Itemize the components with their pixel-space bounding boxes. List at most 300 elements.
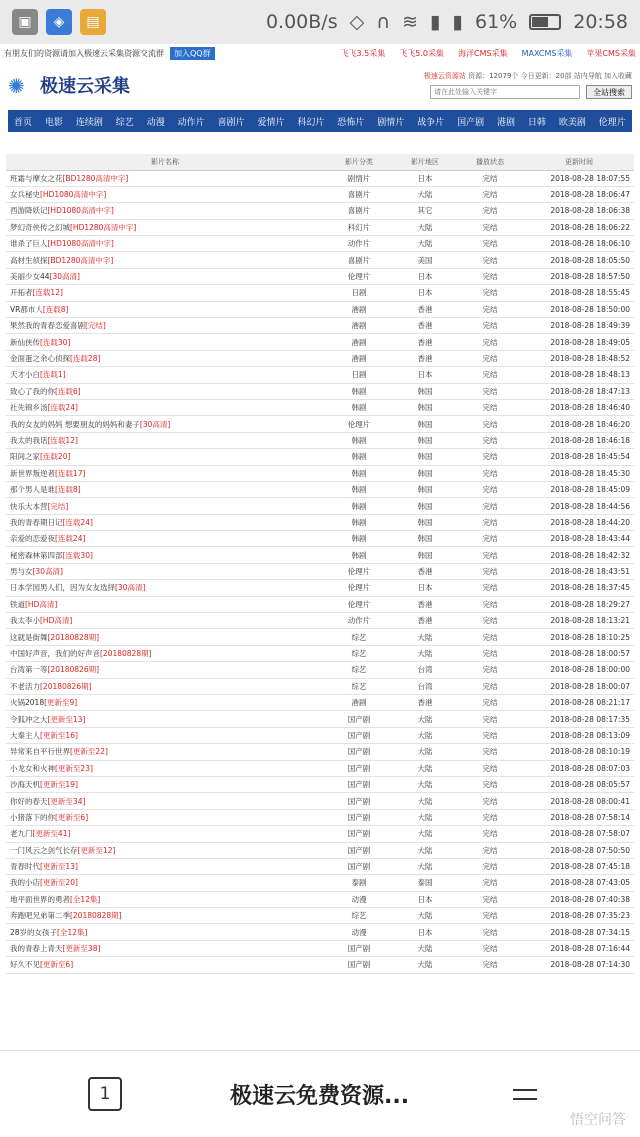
- episode-tag: [30高清]: [49, 272, 80, 282]
- table-row[interactable]: [6, 793, 634, 809]
- search-input[interactable]: [430, 85, 580, 99]
- table-row[interactable]: [6, 711, 634, 727]
- table-row[interactable]: [6, 744, 634, 760]
- column-header: 影片地区: [394, 154, 456, 170]
- status-cell: 完结: [456, 858, 524, 874]
- video-title-link[interactable]: 秘密森林第四部: [10, 550, 63, 560]
- video-title-link[interactable]: 梦幻奇侠传之幻城: [10, 222, 70, 232]
- region-cell: 韩国: [394, 449, 456, 465]
- video-title-link[interactable]: 那个男人是谁: [10, 485, 55, 495]
- title-cell[interactable]: [6, 383, 324, 399]
- category-cell: 伦理片: [324, 268, 394, 284]
- video-title-link[interactable]: 你好的春天: [10, 796, 48, 806]
- date-cell: 2018-08-28 08:00:41: [524, 793, 634, 809]
- episode-tag: [更新至6]: [55, 812, 89, 822]
- status-cell: 完结: [456, 203, 524, 219]
- nav-item[interactable]: 国产剧: [457, 117, 485, 128]
- video-title-link[interactable]: 大秦主人: [10, 730, 40, 740]
- title-cell[interactable]: [6, 875, 324, 891]
- site-logo[interactable]: [8, 72, 130, 98]
- table-row[interactable]: [6, 957, 634, 973]
- table-row[interactable]: [6, 940, 634, 956]
- video-title-link[interactable]: 天才小白: [10, 370, 40, 380]
- category-cell: 综艺: [324, 629, 394, 645]
- status-cell: 完结: [456, 481, 524, 497]
- nav-item[interactable]: 动漫: [146, 117, 165, 128]
- title-cell[interactable]: [6, 908, 324, 924]
- video-title-link[interactable]: 新仙侠传: [10, 337, 40, 347]
- date-cell: 2018-08-28 18:00:00: [524, 662, 634, 678]
- date-cell: 2018-08-28 18:45:54: [524, 449, 634, 465]
- video-title-link[interactable]: 女兵秘史: [10, 190, 40, 200]
- table-row[interactable]: [6, 563, 634, 579]
- title-cell[interactable]: [6, 727, 324, 743]
- date-cell: 2018-08-28 07:58:14: [524, 809, 634, 825]
- episode-tag: [BD1280高清中字]: [62, 173, 129, 183]
- category-cell: 国产剧: [324, 858, 394, 874]
- video-title-link[interactable]: 28岁的女孩子: [10, 927, 58, 937]
- video-title-link[interactable]: 快乐大本营: [10, 501, 48, 511]
- category-cell: 港剧: [324, 334, 394, 350]
- region-cell: 美国: [394, 252, 456, 268]
- video-title-link[interactable]: 我太李小: [10, 616, 40, 626]
- category-cell: 国产剧: [324, 793, 394, 809]
- status-cell: 完结: [456, 908, 524, 924]
- title-cell[interactable]: [6, 596, 324, 612]
- status-cell: 完结: [456, 695, 524, 711]
- top-link[interactable]: 飞飞5.0采集: [399, 48, 444, 58]
- title-cell[interactable]: [6, 547, 324, 563]
- status-cell: 完结: [456, 416, 524, 432]
- video-title-link[interactable]: 小猪落下的你: [10, 812, 55, 822]
- date-cell: 2018-08-28 18:49:39: [524, 318, 634, 334]
- table-row[interactable]: [6, 662, 634, 678]
- title-cell[interactable]: [6, 186, 324, 202]
- table-row[interactable]: [6, 891, 634, 907]
- episode-tag: [全12集]: [70, 894, 101, 904]
- table-row[interactable]: [6, 170, 634, 186]
- title-cell[interactable]: [6, 580, 324, 596]
- date-cell: 2018-08-28 18:37:45: [524, 580, 634, 596]
- video-title-link[interactable]: 阳间之家: [10, 452, 40, 462]
- region-cell: 台湾: [394, 662, 456, 678]
- signal-icon: ▮: [430, 11, 441, 33]
- table-row[interactable]: [6, 268, 634, 284]
- video-title-link[interactable]: 中国好声音，我们的好声音: [10, 649, 100, 659]
- table-row[interactable]: [6, 236, 634, 252]
- nav-item[interactable]: 战争片: [417, 117, 445, 128]
- table-row[interactable]: [6, 645, 634, 661]
- data-saver-icon: ◇: [349, 11, 365, 33]
- nav-item[interactable]: 首页: [14, 117, 33, 128]
- video-title-link[interactable]: 老九门: [10, 829, 33, 839]
- video-title-link[interactable]: 我的青春期日记: [10, 517, 63, 527]
- title-cell[interactable]: [6, 531, 324, 547]
- nav-item[interactable]: 科幻片: [297, 117, 325, 128]
- title-cell[interactable]: [6, 219, 324, 235]
- status-bar: [0, 0, 640, 44]
- menu-icon[interactable]: [513, 1089, 537, 1100]
- join-qq-button[interactable]: 加入QQ群: [170, 47, 215, 60]
- title-cell[interactable]: [6, 760, 324, 776]
- date-cell: 2018-08-28 18:42:32: [524, 547, 634, 563]
- main-nav: [8, 110, 632, 132]
- video-title-link[interactable]: 高材生侦探: [10, 255, 48, 265]
- status-cell: 完结: [456, 170, 524, 186]
- video-title-link[interactable]: 台湾第一等: [10, 665, 48, 675]
- title-cell[interactable]: [6, 891, 324, 907]
- table-row[interactable]: [6, 596, 634, 612]
- episode-tag: [20180826期]: [40, 681, 92, 691]
- battery-icon: [529, 14, 561, 30]
- title-cell[interactable]: [6, 367, 324, 383]
- date-cell: 2018-08-28 18:49:05: [524, 334, 634, 350]
- title-cell[interactable]: [6, 563, 324, 579]
- episode-tag: [更新至19]: [40, 780, 78, 790]
- table-row[interactable]: [6, 498, 634, 514]
- title-cell[interactable]: [6, 678, 324, 694]
- date-cell: 2018-08-28 18:48:52: [524, 350, 634, 366]
- episode-tag: [连载8]: [42, 304, 69, 314]
- title-cell[interactable]: [6, 399, 324, 415]
- nav-item[interactable]: 欧美剧: [558, 117, 586, 128]
- status-cell: 完结: [456, 826, 524, 842]
- title-cell[interactable]: [6, 826, 324, 842]
- category-cell: 韩剧: [324, 531, 394, 547]
- search-box: [430, 85, 632, 99]
- episode-tag: [完结]: [47, 501, 69, 511]
- video-title-link[interactable]: 新世界叛逆者: [10, 468, 55, 478]
- video-title-link[interactable]: 社先锦乡汤: [10, 403, 48, 413]
- table-row[interactable]: [6, 334, 634, 350]
- notice-text: 有朋友们的资源请加入极速云采集资源交流群: [4, 48, 164, 58]
- category-cell: 港剧: [324, 318, 394, 334]
- region-cell: 韩国: [394, 514, 456, 530]
- status-cell: 完结: [456, 842, 524, 858]
- episode-tag: [连载28]: [70, 353, 101, 363]
- table-row[interactable]: [6, 760, 634, 776]
- status-cell: 完结: [456, 236, 524, 252]
- category-cell: 国产剧: [324, 744, 394, 760]
- site-stats: [424, 71, 632, 81]
- video-title-link[interactable]: 班霜与摩女之花: [10, 173, 63, 183]
- nav-item[interactable]: 恐怖片: [337, 117, 365, 128]
- episode-tag: [连载24]: [62, 517, 93, 527]
- video-title-link[interactable]: 青春时代: [10, 862, 40, 872]
- status-cell: 完结: [456, 367, 524, 383]
- table-row[interactable]: [6, 842, 634, 858]
- title-cell[interactable]: [6, 842, 324, 858]
- category-cell: 科幻片: [324, 219, 394, 235]
- video-title-link[interactable]: 异常来自平行世界: [10, 747, 70, 757]
- video-title-link[interactable]: 亲爱的恋爱夜: [10, 534, 55, 544]
- date-cell: 2018-08-28 08:05:57: [524, 776, 634, 792]
- video-title-link[interactable]: 我的青春上青天: [10, 944, 63, 954]
- nav-item[interactable]: 伦理片: [598, 117, 626, 128]
- title-cell[interactable]: [6, 334, 324, 350]
- title-cell[interactable]: [6, 793, 324, 809]
- episode-tag: [20180828期]: [70, 911, 122, 921]
- category-cell: 韩剧: [324, 547, 394, 563]
- category-cell: 港剧: [324, 695, 394, 711]
- video-title-link[interactable]: 我的女友的妈妈 想要朋友的妈妈和妻子: [10, 419, 140, 429]
- title-cell[interactable]: [6, 498, 324, 514]
- title-cell[interactable]: [6, 744, 324, 760]
- category-cell: 剧情片: [324, 170, 394, 186]
- region-cell: 韩国: [394, 383, 456, 399]
- watermark: 悟空问答: [570, 1112, 626, 1128]
- title-cell[interactable]: [6, 629, 324, 645]
- video-title-link[interactable]: 日本学园男人们，因为女友选择: [10, 583, 115, 593]
- table-row[interactable]: [6, 318, 634, 334]
- date-cell: 2018-08-28 07:40:38: [524, 891, 634, 907]
- table-row[interactable]: [6, 613, 634, 629]
- video-title-link[interactable]: 果然我的青春恋爱喜剧: [10, 321, 85, 331]
- table-row[interactable]: [6, 924, 634, 940]
- title-cell[interactable]: [6, 301, 324, 317]
- region-cell: 泰国: [394, 875, 456, 891]
- table-row[interactable]: [6, 580, 634, 596]
- region-cell: 大陆: [394, 645, 456, 661]
- table-row[interactable]: [6, 695, 634, 711]
- episode-tag: [30高清]: [115, 583, 146, 593]
- title-cell[interactable]: [6, 481, 324, 497]
- title-cell[interactable]: [6, 203, 324, 219]
- category-cell: 日剧: [324, 367, 394, 383]
- nav-item[interactable]: 日韩: [527, 117, 546, 128]
- video-title-link[interactable]: 火锅2018: [10, 698, 45, 708]
- video-title-link[interactable]: VR都市人: [10, 304, 43, 314]
- episode-tag: [连载24]: [55, 534, 86, 544]
- nav-item[interactable]: 动作片: [177, 117, 205, 128]
- video-title-link[interactable]: 金面蛋之余心侦探: [10, 353, 70, 363]
- table-row[interactable]: [6, 776, 634, 792]
- category-cell: 韩剧: [324, 498, 394, 514]
- title-cell[interactable]: [6, 432, 324, 448]
- video-title-link[interactable]: 西游降妖记: [10, 206, 48, 216]
- video-title-link[interactable]: 一门风云之剑气长存: [10, 845, 78, 855]
- date-cell: 2018-08-28 18:44:20: [524, 514, 634, 530]
- status-cell: 完结: [456, 793, 524, 809]
- table-row[interactable]: [6, 908, 634, 924]
- title-cell[interactable]: [6, 957, 324, 973]
- date-cell: 2018-08-28 18:13:21: [524, 613, 634, 629]
- table-row[interactable]: [6, 481, 634, 497]
- region-cell: 韩国: [394, 399, 456, 415]
- table-row[interactable]: [6, 875, 634, 891]
- column-header: 播放状态: [456, 154, 524, 170]
- title-cell[interactable]: [6, 416, 324, 432]
- region-cell: 日本: [394, 285, 456, 301]
- title-cell[interactable]: [6, 268, 324, 284]
- title-cell[interactable]: [6, 940, 324, 956]
- video-title-link[interactable]: 好久不见: [10, 960, 40, 970]
- region-cell: 日本: [394, 170, 456, 186]
- category-cell: 韩剧: [324, 399, 394, 415]
- video-title-link[interactable]: 小龙女和火神: [10, 763, 55, 773]
- video-title-link[interactable]: 铁道: [10, 599, 25, 609]
- title-cell[interactable]: [6, 645, 324, 661]
- video-title-link[interactable]: 我太的我话: [10, 435, 48, 445]
- title-cell[interactable]: [6, 465, 324, 481]
- table-row[interactable]: [6, 252, 634, 268]
- region-cell: 香港: [394, 563, 456, 579]
- title-cell[interactable]: [6, 252, 324, 268]
- status-cell: 完结: [456, 531, 524, 547]
- episode-tag: [20180826期]: [47, 665, 100, 675]
- status-cell: 完结: [456, 301, 524, 317]
- video-title-link[interactable]: 不老活力: [10, 681, 40, 691]
- video-title-link[interactable]: 令狐冲之大: [10, 714, 48, 724]
- title-cell[interactable]: [6, 285, 324, 301]
- status-cell: 完结: [456, 596, 524, 612]
- table-row[interactable]: [6, 514, 634, 530]
- tab-count-button[interactable]: 1: [88, 1077, 122, 1111]
- region-cell: 香港: [394, 613, 456, 629]
- table-row[interactable]: [6, 678, 634, 694]
- date-cell: 2018-08-28 18:45:09: [524, 481, 634, 497]
- table-row[interactable]: [6, 727, 634, 743]
- top-link[interactable]: 飞飞3.5采集: [340, 48, 386, 58]
- status-cell: 完结: [456, 514, 524, 530]
- nav-item[interactable]: 爱情片: [257, 117, 285, 128]
- table-row[interactable]: [6, 432, 634, 448]
- table-row[interactable]: [6, 547, 634, 563]
- region-cell: 韩国: [394, 416, 456, 432]
- category-cell: 国产剧: [324, 727, 394, 743]
- video-title-link[interactable]: 这就是街舞: [10, 632, 48, 642]
- region-cell: 日本: [394, 891, 456, 907]
- region-cell: 大陆: [394, 826, 456, 842]
- episode-tag: [更新至23]: [55, 763, 93, 773]
- status-cell: 完结: [456, 547, 524, 563]
- category-cell: 韩剧: [324, 449, 394, 465]
- category-cell: 国产剧: [324, 842, 394, 858]
- wifi-icon: ≋: [402, 11, 419, 33]
- episode-tag: [HD高清]: [40, 616, 73, 626]
- video-title-link[interactable]: 奔跑吧兄弟第二季: [10, 911, 70, 921]
- table-row[interactable]: [6, 203, 634, 219]
- episode-tag: [更新至16]: [40, 730, 78, 740]
- status-cell: 完结: [456, 629, 524, 645]
- table-row[interactable]: [6, 285, 634, 301]
- table-row[interactable]: [6, 449, 634, 465]
- top-link[interactable]: MAXCMS采集: [521, 48, 573, 58]
- title-cell[interactable]: [6, 924, 324, 940]
- nav-item[interactable]: 电影: [44, 117, 63, 128]
- title-cell[interactable]: [6, 662, 324, 678]
- status-cell: 完结: [456, 809, 524, 825]
- title-cell[interactable]: [6, 318, 324, 334]
- status-cell: 完结: [456, 399, 524, 415]
- date-cell: 2018-08-28 07:45:18: [524, 858, 634, 874]
- title-cell[interactable]: [6, 809, 324, 825]
- table-row[interactable]: [6, 301, 634, 317]
- search-button[interactable]: 全站搜索: [586, 85, 632, 99]
- category-cell: 国产剧: [324, 809, 394, 825]
- table-row[interactable]: [6, 858, 634, 874]
- table-row[interactable]: [6, 465, 634, 481]
- title-cell[interactable]: [6, 449, 324, 465]
- status-cell: 完结: [456, 432, 524, 448]
- table-row[interactable]: [6, 809, 634, 825]
- status-cell: 完结: [456, 613, 524, 629]
- status-cell: 完结: [456, 350, 524, 366]
- nav-item[interactable]: 连续剧: [75, 117, 103, 128]
- video-title-link[interactable]: 我的小店: [10, 878, 40, 888]
- category-cell: 韩剧: [324, 465, 394, 481]
- title-cell[interactable]: [6, 776, 324, 792]
- region-cell: 香港: [394, 350, 456, 366]
- table-row[interactable]: [6, 367, 634, 383]
- table-row[interactable]: [6, 350, 634, 366]
- page-title: 极速云免费资源...: [230, 1083, 410, 1109]
- video-title-link[interactable]: 沙海天机: [10, 780, 40, 790]
- nav-item[interactable]: 综艺: [115, 117, 134, 128]
- title-cell[interactable]: [6, 695, 324, 711]
- table-row[interactable]: [6, 399, 634, 415]
- date-cell: 2018-08-28 18:44:56: [524, 498, 634, 514]
- top-link[interactable]: 海洋CMS采集: [458, 48, 508, 58]
- title-cell[interactable]: [6, 236, 324, 252]
- video-title-link[interactable]: 男与女: [10, 567, 33, 577]
- date-cell: 2018-08-28 18:00:07: [524, 678, 634, 694]
- region-cell: 大陆: [394, 793, 456, 809]
- table-row[interactable]: [6, 186, 634, 202]
- region-cell: 日本: [394, 580, 456, 596]
- date-cell: 2018-08-28 18:43:51: [524, 563, 634, 579]
- table-row[interactable]: [6, 629, 634, 645]
- episode-tag: [更新至34]: [47, 796, 86, 806]
- region-cell: 香港: [394, 334, 456, 350]
- video-title-link[interactable]: 谁杀了巨人: [10, 239, 48, 249]
- region-cell: 台湾: [394, 678, 456, 694]
- category-cell: 伦理片: [324, 563, 394, 579]
- title-cell[interactable]: [6, 858, 324, 874]
- region-cell: 大陆: [394, 842, 456, 858]
- table-row[interactable]: [6, 383, 634, 399]
- video-title-link[interactable]: 美丽少女44: [10, 272, 50, 282]
- region-cell: 大陆: [394, 760, 456, 776]
- title-cell[interactable]: [6, 711, 324, 727]
- nav-item[interactable]: 喜剧片: [217, 117, 245, 128]
- episode-tag: [更新至38]: [62, 944, 101, 954]
- status-cell: 完结: [456, 662, 524, 678]
- region-cell: 大陆: [394, 858, 456, 874]
- video-title-link[interactable]: 致心了我的你: [10, 386, 55, 396]
- table-row[interactable]: [6, 219, 634, 235]
- category-cell: 国产剧: [324, 957, 394, 973]
- title-cell[interactable]: [6, 170, 324, 186]
- video-title-link[interactable]: 地平面世界的勇者: [10, 894, 70, 904]
- nav-item[interactable]: 港剧: [496, 117, 515, 128]
- title-cell[interactable]: [6, 514, 324, 530]
- table-row[interactable]: [6, 531, 634, 547]
- episode-tag: [更新至20]: [40, 878, 78, 888]
- nav-item[interactable]: 剧情片: [377, 117, 405, 128]
- top-link[interactable]: 苹果CMS采集: [586, 48, 636, 58]
- column-header: 影片名称: [6, 154, 324, 170]
- category-cell: 国产剧: [324, 776, 394, 792]
- title-cell[interactable]: [6, 350, 324, 366]
- table-row[interactable]: [6, 416, 634, 432]
- table-row[interactable]: [6, 826, 634, 842]
- status-cell: 完结: [456, 186, 524, 202]
- headset-icon: ∩: [376, 11, 391, 33]
- episode-tag: [更新至6]: [40, 960, 74, 970]
- video-title-link[interactable]: 开拓者: [10, 288, 33, 298]
- title-cell[interactable]: [6, 613, 324, 629]
